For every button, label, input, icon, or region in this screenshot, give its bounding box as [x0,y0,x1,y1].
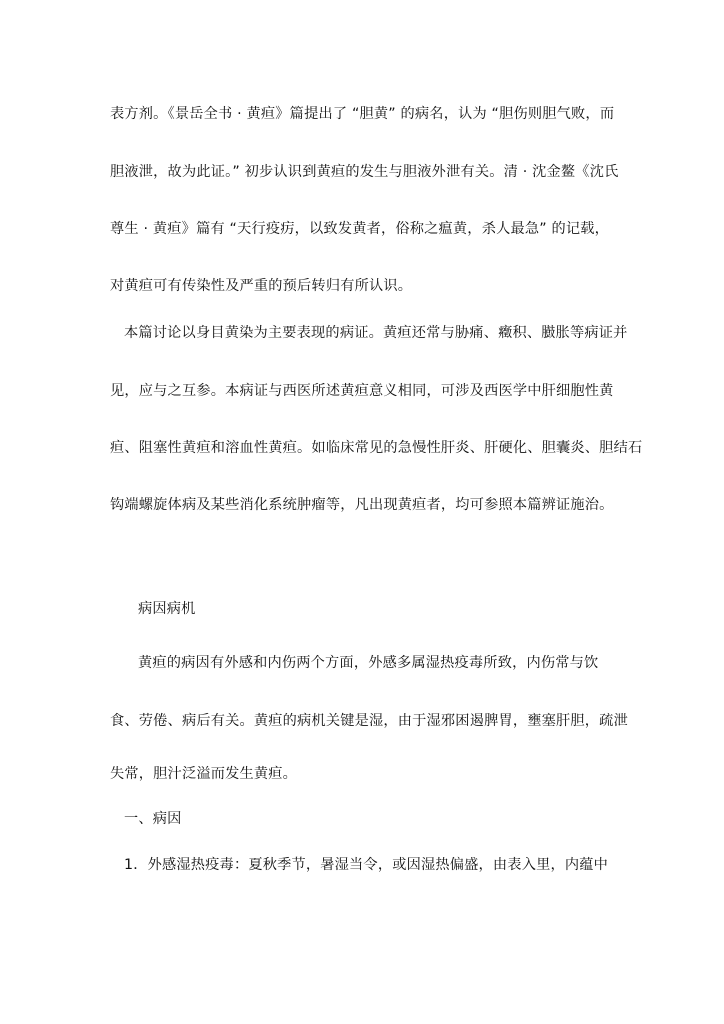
paragraph-3-line-1: 黄疸的病因有外感和内伤两个方面，外感多属湿热疫毒所致，内伤常与饮 [138,655,599,671]
paragraph-2-line-4: 钩端螺旋体病及某些消化系统肿瘤等，凡出现黄疸者，均可参照本篇辨证施治。 [110,497,614,513]
subsection-heading: 一、病因 [124,811,182,827]
paragraph-2-line-2: 见，应与之互参。本病证与西医所述黄疸意义相同，可涉及西医学中肝细胞性黄 [110,383,614,399]
paragraph-1-line-4: 对黄疸可有传染性及严重的预后转归有所认识。 [110,278,413,294]
paragraph-2-line-3: 疸、阻塞性黄疸和溶血性黄疸。如临床常见的急慢性肝炎、肝硬化、胆囊炎、胆结石 [110,440,643,456]
list-item-1: 1．外感湿热疫毒：夏秋季节，暑湿当令，或因湿热偏盛，由表入里，内蕴中 [124,857,609,873]
paragraph-1-line-2: 胆液泄，故为此证。” 初步认识到黄疸的发生与胆液外泄有关。清 · 沈金鳌《沈氏 [110,164,619,180]
paragraph-3-line-3: 失常，胆汁泛溢而发生黄疸。 [110,766,298,782]
paragraph-2-line-1: 本篇讨论以身目黄染为主要表现的病证。黄疸还常与胁痛、癥积、臌胀等病证并 [124,325,628,341]
paragraph-1-line-1: 表方剂。《景岳全书 · 黄疸》篇提出了 “胆黄” 的病名，认为 “胆伤则胆气败，而 [110,106,615,122]
paragraph-1-line-3: 尊生 · 黄疸》篇有 “天行疫疠，以致发黄者，俗称之瘟黄，杀人最急” 的记载， [110,221,610,237]
paragraph-3-line-2: 食、劳倦、病后有关。黄疸的病机关键是湿，由于湿邪困遏脾胃，壅塞肝胆，疏泄 [110,713,628,729]
section-heading: 病因病机 [138,601,196,617]
